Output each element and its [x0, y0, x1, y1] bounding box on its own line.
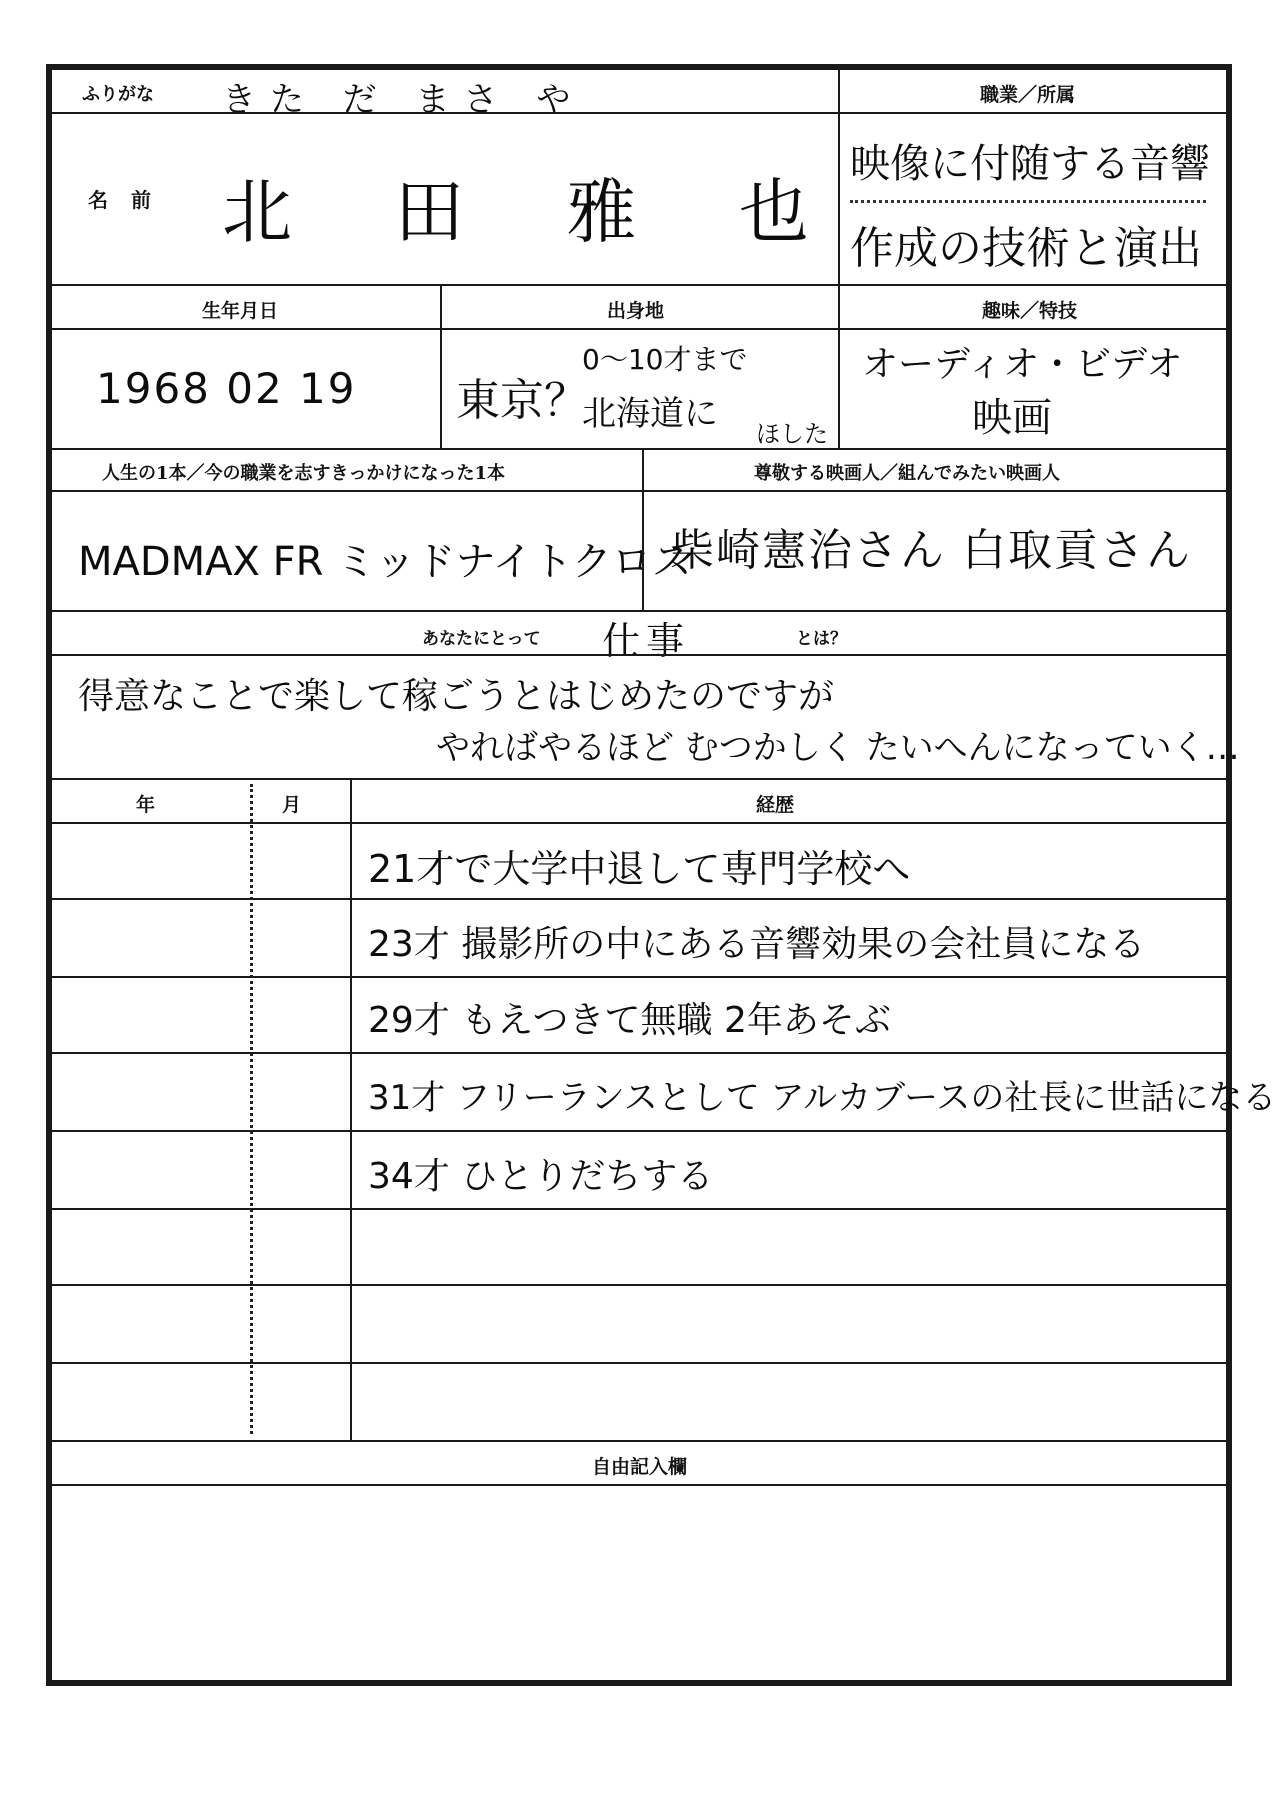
history-rule: [50, 1362, 1228, 1364]
birthplace-label: 出身地: [607, 300, 665, 322]
respected-value-cell: [642, 490, 1228, 612]
name-cell: [50, 112, 849, 286]
life-film-value: MADMAX FR ミッドナイトクロス: [78, 539, 692, 585]
hobby-label-cell: [838, 284, 1228, 330]
hobby-value-line2: 映画: [972, 395, 1052, 441]
occupation-value-line2: 作成の技術と演出: [850, 223, 1202, 274]
furigana-value: きた だ まさ や: [222, 80, 585, 120]
history-entry: 34才 ひとりだちする: [368, 1156, 714, 1197]
hobby-label: 趣味／特技: [982, 300, 1078, 322]
work-label-post: とは？: [796, 629, 847, 649]
occupation-label: 職業／所属: [980, 84, 1076, 106]
life-film-label-cell: [50, 448, 644, 492]
occupation-value-line1: 映像に付随する音響: [850, 141, 1210, 187]
occupation-label-cell: [838, 68, 1228, 114]
life-film-value-cell: [50, 490, 692, 612]
name-label: 名 前: [88, 188, 159, 212]
birthplace-value-main: 東京？: [456, 375, 588, 426]
work-label-cell: [50, 610, 1228, 663]
birthdate-value-cell: [50, 328, 442, 450]
birthplace-note3: ほした: [756, 420, 828, 448]
history-rule: [50, 1130, 1228, 1132]
month-label: 月: [282, 794, 302, 816]
history-entry: 23才 撮影所の中にある音響効果の会社員になる: [368, 924, 1146, 965]
free-entry-area: [50, 1484, 1228, 1682]
birthdate-label-cell: [50, 284, 442, 330]
history-entry: 21才で大学中退して専門学校へ: [368, 847, 911, 891]
history-rule: [50, 1208, 1228, 1210]
history-rule: [50, 1052, 1228, 1054]
life-film-label: 人生の1本／今の職業を志すきっかけになった1本: [102, 463, 506, 484]
work-answer-line2: やればやるほど むつかしく たいへんになっていく…: [436, 728, 1240, 768]
hobby-value-line1: オーディオ・ビデオ: [862, 344, 1183, 385]
history-rule: [50, 976, 1228, 978]
history-entry: 31才 フリーランスとして アルカブースの社長に世話になる: [368, 1078, 1277, 1118]
birthplace-value-cell: [440, 328, 840, 450]
history-rows: [50, 822, 1277, 1442]
year-label: 年: [136, 794, 156, 816]
birthplace-label-cell: [440, 284, 840, 330]
respected-label: 尊敬する映画人／組んでみたい映画人: [754, 463, 1060, 484]
work-answer-line1: 得意なことで楽して稼ごうとはじめたのですが: [78, 676, 835, 717]
furigana-cell: [50, 68, 840, 120]
name-value: 北 田 雅 也: [222, 171, 849, 253]
occupation-value-cell: [838, 112, 1228, 286]
history-rule: [50, 1284, 1228, 1286]
occupation-divider: [850, 200, 1206, 203]
history-header-cell: [350, 778, 1228, 824]
free-label: 自由記入欄: [592, 1456, 688, 1478]
work-answer-cell: [50, 654, 1240, 780]
free-label-cell: [50, 1440, 1228, 1486]
profile-form: [46, 64, 1277, 1686]
birthplace-note1: 0〜10才まで: [582, 343, 748, 376]
respected-label-cell: [642, 448, 1228, 492]
respected-value: 柴崎憲治さん 白取貢さん: [670, 525, 1192, 576]
history-entry: 29才 もえつきて無職 2年あそぶ: [368, 1000, 891, 1041]
hobby-value-cell: [838, 328, 1228, 450]
work-word: 仕事: [602, 619, 691, 663]
birthplace-note2: 北海道に: [582, 394, 718, 434]
work-label-pre: あなたにとって: [422, 629, 541, 649]
furigana-label: ふりがな: [82, 84, 154, 105]
birthdate-value: 1968 02 19: [96, 364, 357, 413]
history-label: 経歴: [756, 794, 795, 816]
history-rule: [50, 898, 1228, 900]
birthdate-label: 生年月日: [202, 300, 279, 322]
history-header-date-cell: [50, 778, 352, 824]
